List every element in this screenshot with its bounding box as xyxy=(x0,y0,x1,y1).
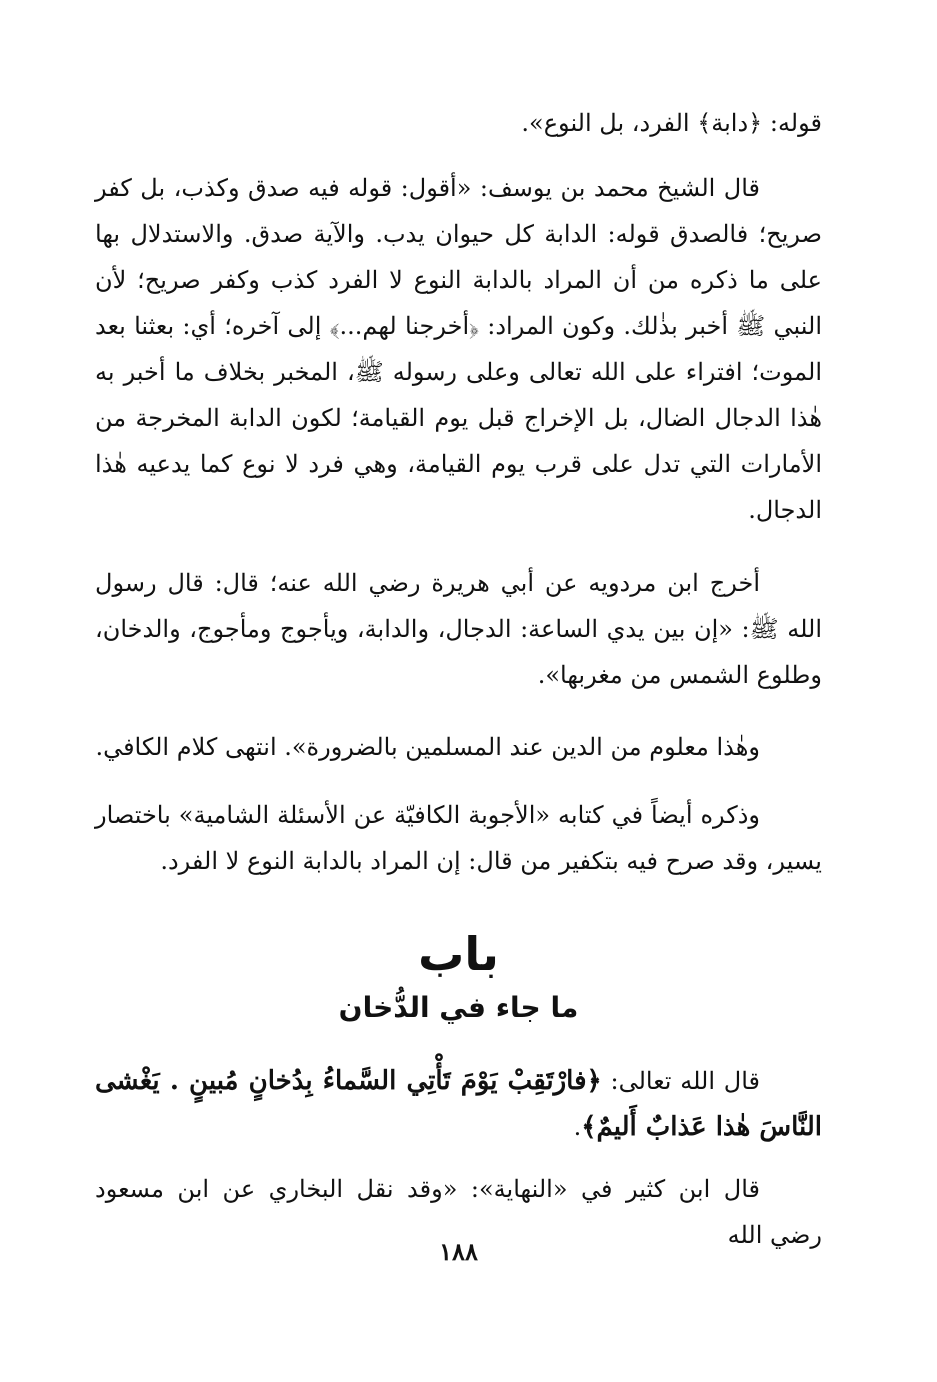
paragraph-2: قال الشيخ محمد بن يوسف: «أقول: قوله فيه صدق وكذب، بل كفر صريح؛ فالصدق قوله: الدابة كل حيوان يدب. والآية صدق. والاستدلال بها على ما ذكره من أن المراد بالدابة النوع لا الفرد كذب وكفر صريح؛ لأن النبي ﷺ أخبر بذٰلك. وكون المراد: ﴿أخرجنا لهم...﴾ إلى آخره؛ أي: بعثنا بعد الموت؛ افتراء على الله تعالى وعلى رسوله ﷺ، المخبر بخلاف ما أخبر به هٰذا الدجال الضال، بل الإخراج قبل يوم القيامة؛ لكون الدابة المخرجة من الأمارات التي تدل على قرب يوم القيامة، وهي فرد لا نوع كما يدعيه هٰذا الدجال. xyxy=(95,174,822,524)
quran-end: . xyxy=(573,1113,582,1141)
paragraph-1: قوله: ﴿دابة﴾ الفرد، بل النوع». xyxy=(521,109,822,137)
paragraph-4: وهٰذا معلوم من الدين عند المسلمين بالضرورة». انتهى كلام الكافي. xyxy=(95,733,760,761)
paragraph-3: أخرج ابن مردويه عن أبي هريرة رضي الله عنه؛ قال: قال رسول الله ﷺ: «إن بين يدي الساعة: الدجال، والدابة، ويأجوج ومأجوج، والدخان، وطلوع الشمس من مغربها». xyxy=(95,569,822,689)
paragraph-6 xyxy=(95,1058,822,1150)
paragraph-5: وذكره أيضاً في كتابه «الأجوبة الكافيّة عن الأسئلة الشامية» باختصار يسير، وقد صرح فيه بتكفير من قال: إن المراد بالدابة النوع لا الفرد. xyxy=(95,801,822,875)
quran-verse: ﴿فارْتَقِبْ يَوْمَ تَأْتِي السَّماءُ بِدُخانٍ مُبينٍ . يَغْشى النَّاسَ هٰذا عَذابٌ أَليمٌ﴾ xyxy=(95,1066,822,1142)
page-number: ١٨٨ xyxy=(439,1237,478,1266)
quran-intro: قال الله تعالى: xyxy=(601,1067,761,1095)
paragraph-7: قال ابن كثير في «النهاية»: «وقد نقل البخاري عن ابن مسعود رضي الله xyxy=(95,1175,822,1249)
book-page xyxy=(95,0,822,1382)
chapter-title: باب xyxy=(418,927,499,981)
chapter-subtitle: ما جاء في الدُّخان xyxy=(338,991,579,1024)
